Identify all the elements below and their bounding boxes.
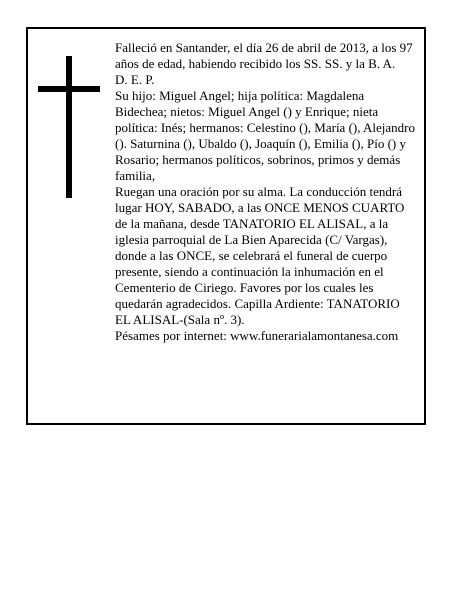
family-list: Su hijo: Miguel Angel; hija política: Magdalena Bidechea; nietos: Miguel Angel () y Enrique; nieta política: Inés; hermanos: Celestino (), María (), Alejandro (). Saturnina (), Ubaldo (), Joaquín (), Emilia (), Pío () y Rosario; hermanos políticos, sobrinos, primos y demás familia, <box>115 88 415 183</box>
funeral-details: Ruegan una oración por su alma. La conducción tendrá lugar HOY, SABADO, a las ONCE MENOS CUARTO de la mañana, desde TANATORIO EL ALISAL, a la iglesia parroquial de La Bien Aparecida (C/ Vargas), donde a las ONCE, se celebrará el funeral de cuerpo presente, siendo a continuación la inhumación en el Cementerio de Ciriego. Favores por los cuales les quedarán agradecidos. Capilla Ardiente: TANATORIO EL ALISAL-(Sala nº. 3). <box>115 184 405 327</box>
condolences-website: Pésames por internet: www.funerarialamontanesa.com <box>115 328 399 343</box>
notice-text <box>115 40 415 344</box>
rest-in-peace: D. E. P. <box>115 72 155 87</box>
cross-icon <box>38 56 100 198</box>
death-announcement: Falleció en Santander, el día 26 de abril de 2013, a los 97 años de edad, habiendo recibido los SS. SS. y la B. A. <box>115 40 413 71</box>
cross-vertical-bar <box>66 56 72 198</box>
cross-horizontal-bar <box>38 86 100 92</box>
obituary-notice <box>26 27 426 425</box>
